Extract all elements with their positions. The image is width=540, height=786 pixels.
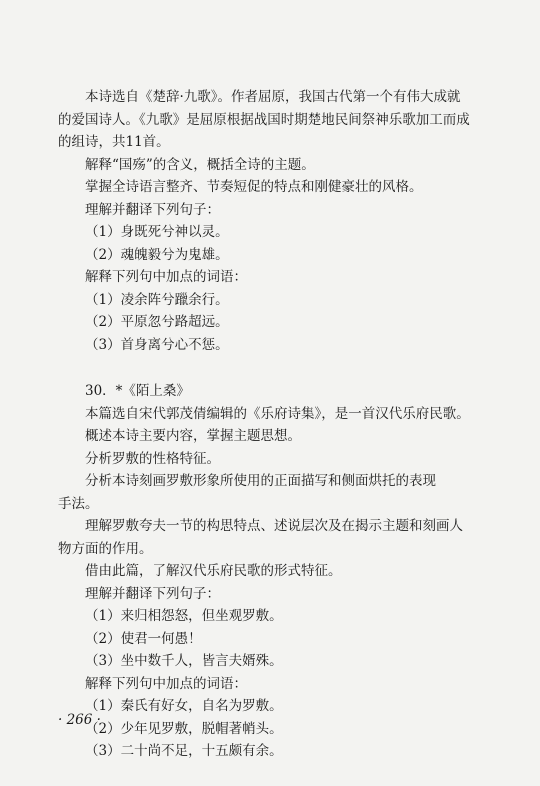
sentence-item: （1）身既死兮神以灵。 bbox=[85, 224, 229, 240]
sentence-item: （1）来归相怨怒，但坐观罗敷。 bbox=[85, 608, 283, 624]
word-item: （1）凌余阵兮躐余行。 bbox=[85, 291, 229, 308]
task-text: 理解罗敷夸夫一节的构思特点、述说层次及在揭示主题和刻画人 bbox=[85, 518, 463, 534]
task-text: 分析罗敷的性格特征。 bbox=[85, 450, 220, 467]
task-text: 概述本诗主要内容，掌握主题思想。 bbox=[85, 428, 301, 444]
task-text: 手法。 bbox=[58, 495, 99, 512]
sentence-item: （3）坐中数千人，皆言夫婿殊。 bbox=[85, 653, 283, 669]
intro-line: 的组诗，共11首。 bbox=[58, 134, 170, 150]
word-item: （3）首身离兮心不惩。 bbox=[85, 336, 229, 353]
task-text: 借由此篇，了解汉代乐府民歌的形式特征。 bbox=[85, 563, 342, 579]
task-text: 分析本诗刻画罗敷形象所使用的正面描写和侧面烘托的表现 bbox=[85, 473, 436, 489]
word-item: （2）平原忽兮路超远。 bbox=[85, 314, 229, 330]
intro-line: 的爱国诗人。《九歌》是屈原根据战国时期楚地民间祭神乐歌加工而成 bbox=[58, 111, 470, 128]
task-heading: 理解并翻译下列句子： bbox=[85, 201, 220, 218]
word-item: （1）秦氏有好女，自名为罗敷。 bbox=[85, 698, 283, 714]
sentence-item: （2）使君一何愚！ bbox=[85, 630, 202, 647]
lesson-intro: 本篇选自宋代郭茂倩编辑的《乐府诗集》，是一首汉代乐府民歌。 bbox=[85, 405, 470, 422]
section-gap bbox=[58, 356, 488, 380]
page-number: · 266 · bbox=[58, 712, 101, 728]
page-body bbox=[58, 86, 488, 763]
task-heading: 理解并翻译下列句子： bbox=[85, 585, 220, 602]
lesson-title: 30．*《陌上桑》 bbox=[85, 383, 190, 399]
word-item: （2）少年见罗敷，脱帽著帩头。 bbox=[85, 720, 283, 737]
task-text: 物方面的作用。 bbox=[58, 540, 153, 557]
task-heading: 解释下列句中加点的词语： bbox=[85, 269, 247, 285]
task-text: 解释“国殇”的含义，概括全诗的主题。 bbox=[85, 156, 315, 173]
sentence-item: （2）魂魄毅兮为鬼雄。 bbox=[85, 246, 229, 263]
task-text: 掌握全诗语言整齐、节奏短促的特点和刚健豪壮的风格。 bbox=[85, 179, 423, 195]
word-item: （3）二十尚不足，十五颇有余。 bbox=[85, 743, 283, 759]
task-heading: 解释下列句中加点的词语： bbox=[85, 675, 247, 692]
intro-line: 本诗选自《楚辞·九歌》。作者屈原，我国古代第一个有伟大成就 bbox=[85, 89, 461, 105]
